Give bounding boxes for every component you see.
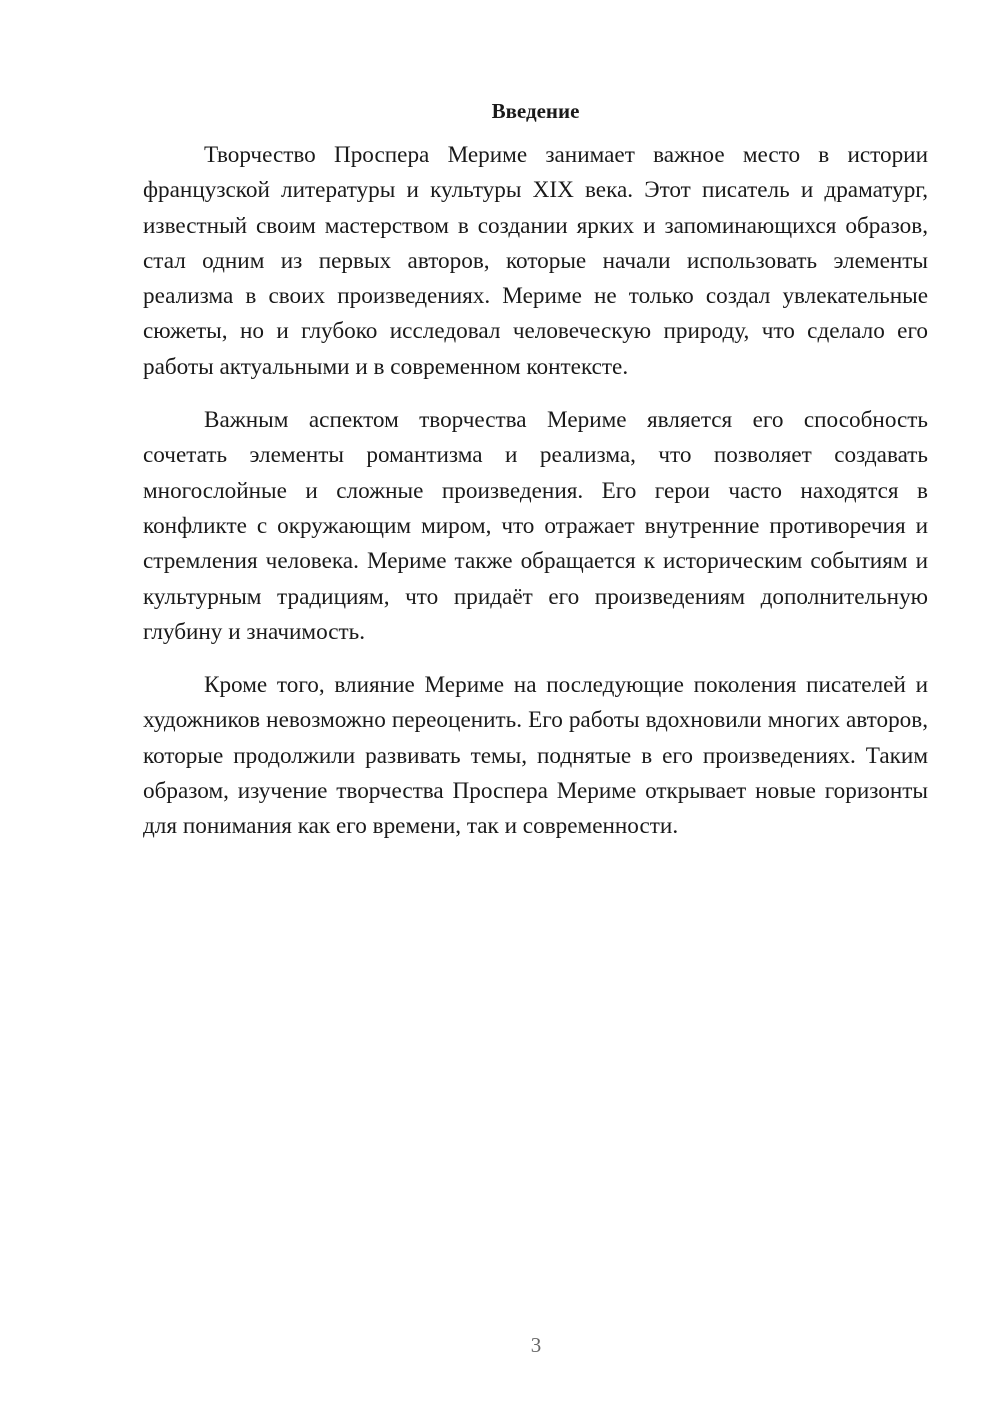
paragraph-2: Важным аспектом творчества Мериме является его способность сочетать элементы романтизма и реализма, что позволяет создавать многослойные и сложные произведения. Его герои часто находятся в конфликте с окружающим миром, что отражает внутренние противоречия и стремления человека. Мериме также обращается к историческим событиям и культурным традициям, что придаёт его произведениям дополнительную глубину и значимость. [143,407,928,645]
paragraph-3: Кроме того, влияние Мериме на последующие поколения писателей и художников невозможно переоценить. Его работы вдохновили многих авторов, которые продолжили развивать темы, поднятые в его произведениях. Таким образом, изучение творчества Проспера Мериме открывает новые горизонты для понимания как его времени, так и современности. [143,672,928,840]
page-number: 3 [530,1333,542,1357]
section-title: Введение [491,99,580,123]
paragraph-1: Творчество Проспера Мериме занимает важное место в истории французской литературы и культуры XIX века. Этот писатель и драматург, известный своим мастерством в создании ярких и запоминающихся образов, стал одним из первых авторов, которые начали использовать элементы реализма в своих произведениях. Мериме не только создал увлекательные сюжеты, но и глубоко исследовал человеческую природу, что сделало его работы актуальными и в современном контексте. [143,142,928,380]
page-content [143,96,928,863]
